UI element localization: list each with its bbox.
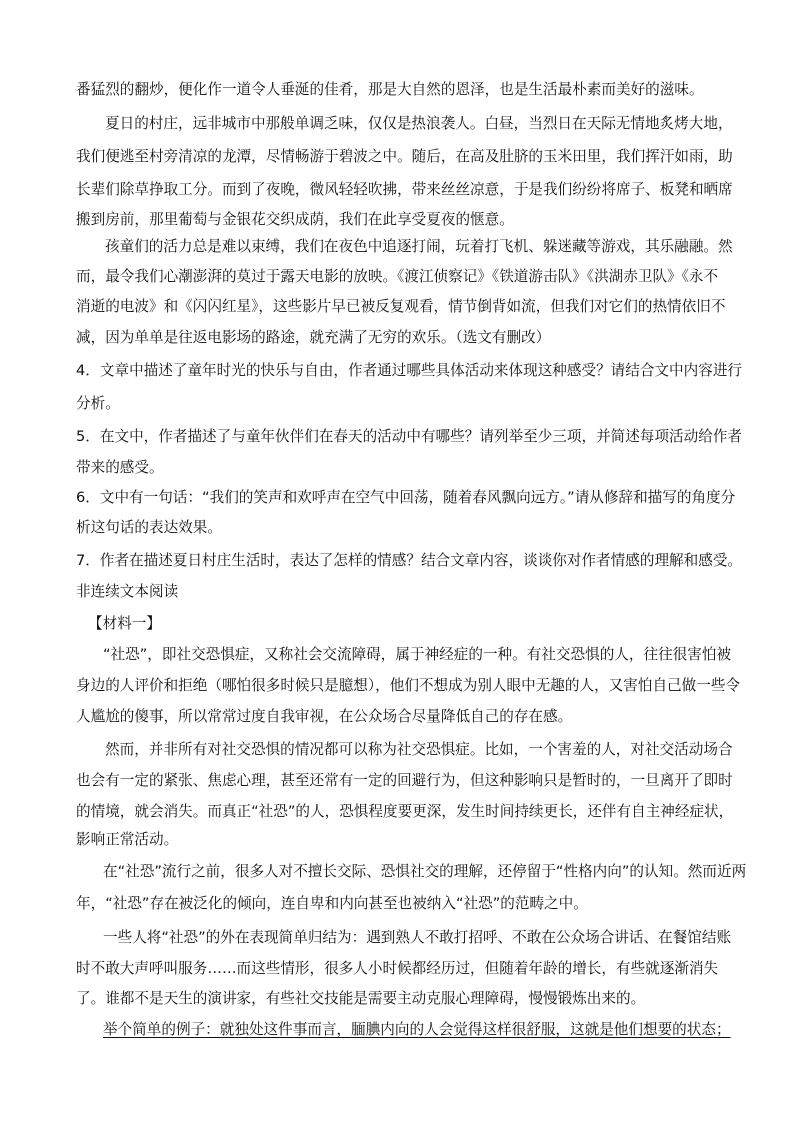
text-line: 也会有一定的紧张、焦虑心理，甚至还常有一定的回避行为，但这种影响只是暂时的，一旦离开了即时 xyxy=(76,772,733,789)
paragraph-start-line: 在“社恐”流行之前，很多人对不擅长交际、恐惧社交的理解，还停留于“性格内向”的认知。然而近两 xyxy=(103,863,747,880)
text-line: 时不敢大声呼叫服务……而这些情形，很多人小时候都经历过，但随着年龄的增长，有些就逐渐消失 xyxy=(76,960,719,977)
text-line: 番猛烈的翻炒，便化作一道令人垂涎的佳肴，那是大自然的恩泽，也是生活最朴素而美好的滋味。 xyxy=(76,81,704,98)
material-heading: 【材料一】 xyxy=(88,615,161,632)
question-7: 7．作者在描述夏日村庄生活时，表达了怎样的情感？结合文章内容，谈谈你对作者情感的理解和感受。 xyxy=(76,552,743,569)
paragraph-start-line: 然而，并非所有对社交恐惧的情况都可以称为社交恐惧症。比如，一个害羞的人，对社交活动场合 xyxy=(105,741,733,758)
text-line: 我们便逃至村旁清凉的龙潭，尽情畅游于碧波之中。随后，在高及肚脐的玉米田里，我们挥汗如雨，助 xyxy=(76,148,733,165)
paragraph-start-line: “社恐”，即社交恐惧症，又称社会交流障碍，属于神经症的一种。有社交恐惧的人，往往很害怕被 xyxy=(103,646,732,663)
text-line: 长辈们除草挣取工分。而到了夜晚，微风轻轻吹拂，带来丝丝凉意，于是我们纷纷将席子、板凳和晒席 xyxy=(76,181,733,198)
section-heading: 非连续文本阅读 xyxy=(76,583,179,600)
question-4: 4．文章中描述了童年时光的快乐与自由，作者通过哪些具体活动来体现这种感受？请结合文中内容进行 xyxy=(76,362,743,379)
question-6: 6．文中有一句话：“我们的笑声和欢呼声在空气中回荡，随着春风飘向远方。”请从修辞和描写的角度分 xyxy=(76,489,736,506)
text-line: 影响正常活动。 xyxy=(76,831,179,848)
text-line: 身边的人评价和拒绝（哪怕很多时候只是臆想），他们不想成为别人眼中无趣的人，又害怕自己做一些令 xyxy=(76,677,741,694)
text-line: 人尴尬的傻事，所以常常过度自我审视，在公众场合尽量降低自己的存在感。 xyxy=(76,708,573,725)
text-line: 减，因为单单是往返电影场的路途，就充满了无穷的欢乐。（选文有删改） xyxy=(76,329,551,346)
text-line: 析这句话的表达效果。 xyxy=(76,519,222,536)
text-line: 搬到房前，那里葡萄与金银花交织成荫，我们在此享受夏夜的惬意。 xyxy=(76,211,514,228)
text-line: 年，“社恐”存在被泛化的倾向，连自卑和内向甚至也被纳入“社恐”的范畴之中。 xyxy=(76,895,588,912)
question-5: 5．在文中，作者描述了与童年伙伴们在春天的活动中有哪些？请列举至少三项，并简述每项活动给作者 xyxy=(76,428,743,445)
text-line: 而，最令我们心潮澎湃的莫过于露天电影的放映。《渡江侦察记》《铁道游击队》《洪湖赤卫队》《永不 xyxy=(76,268,719,285)
text-line: 带来的感受。 xyxy=(76,459,164,476)
text-line: 消逝的电波》和《闪闪红星》，这些影片早已被反复观看，情节倒背如流，但我们对它们的热情依旧不 xyxy=(76,298,726,315)
paragraph-start-line: 一些人将“社恐”的外在表现简单归结为：遇到熟人不敢打招呼、不敢在公众场合讲话、在餐馆结账 xyxy=(103,929,732,946)
text-line: 分析。 xyxy=(76,395,120,412)
paragraph-start-line: 夏日的村庄，远非城市中那般单调乏味，仅仅是热浪袭人。白昼，当烈日在天际无情地炙烤大地， xyxy=(105,115,733,132)
text-line: 了。谁都不是天生的演讲家，有些社交技能是需要主动克服心理障碍，慢慢锻炼出来的。 xyxy=(76,990,646,1007)
underlined-example-line: 举个简单的例子：就独处这件事而言，腼腆内向的人会觉得这样很舒服，这就是他们想要的状态； xyxy=(103,1021,731,1038)
paragraph-start-line: 孩童们的活力总是难以束缚，我们在夜色中追逐打闹，玩着打飞机、躲迷藏等游戏，其乐融融。然 xyxy=(105,238,733,255)
text-line: 的情境，就会消失。而真正“社恐”的人，恐惧程度要更深，发生时间持续更长，还伴有自主神经症状， xyxy=(76,803,734,820)
